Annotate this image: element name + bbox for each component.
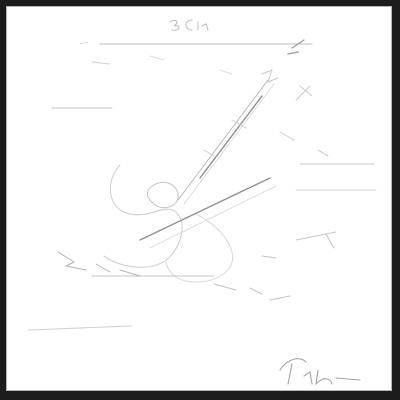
scribble-cluster-mid [204,120,294,156]
headstock-scribble [262,70,312,100]
guitar-string-line [140,178,270,240]
scribble-cluster-right [262,150,334,258]
artist-signature [280,359,360,384]
top-right-mark [288,52,298,54]
guitar-neck-line-lower [184,84,274,204]
top-note-handwriting [170,20,208,30]
guitar-neck-stroke [200,96,262,178]
scribble-cluster-bottom [214,284,290,300]
right-hatch-line-3 [296,232,336,240]
scribble-cluster-left [58,252,140,276]
guitar-neck-line-upper [178,80,268,200]
lower-left-hatch-line [28,326,132,330]
sound-hole [147,182,178,207]
guitar-string-line-faint [150,186,276,248]
guitar-body-outline [104,165,182,267]
scribble-cluster-top [80,42,232,74]
